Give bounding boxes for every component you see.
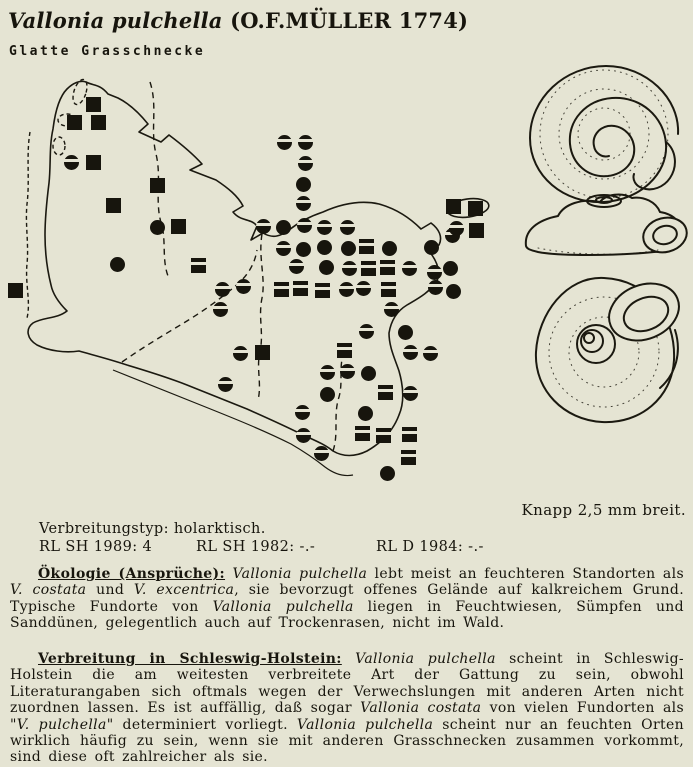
map-marker-circle-half (384, 302, 399, 317)
map-marker-circle-half (297, 218, 312, 233)
shell-top-view-illustration (518, 56, 690, 206)
map-marker-square-half (401, 450, 416, 465)
map-marker-circle-half (276, 241, 291, 256)
map-marker-circle-half (233, 346, 248, 361)
map-marker-square-half (293, 281, 308, 296)
map-marker-circle (296, 177, 311, 192)
map-marker-square-half (337, 343, 352, 358)
common-name: Glatte Grasschnecke (9, 44, 206, 59)
map-marker-circle-half (213, 302, 228, 317)
map-marker-circle (358, 406, 373, 421)
shell-side-view-illustration (518, 186, 693, 266)
red-list-entry: RL SH 1989: 4 (39, 539, 153, 555)
map-marker-square (86, 97, 101, 112)
map-marker-circle (382, 241, 397, 256)
map-marker-square (67, 115, 82, 130)
map-marker-circle-half (356, 281, 371, 296)
map-marker-circle-half (428, 280, 443, 295)
map-marker-circle-half (340, 220, 355, 235)
map-marker-circle (424, 240, 439, 255)
map-marker-circle-half (298, 156, 313, 171)
map-marker-circle (320, 387, 335, 402)
map-marker-square-half (361, 261, 376, 276)
map-marker-circle-half (403, 345, 418, 360)
map-marker-circle-half (317, 220, 332, 235)
map-marker-circle (319, 260, 334, 275)
map-marker-square-half (359, 239, 374, 254)
map-marker-circle-half (402, 261, 417, 276)
map-marker-circle (150, 220, 165, 235)
map-marker-circle-half (236, 279, 251, 294)
map-marker-circle (110, 257, 125, 272)
red-list-row (0, 539, 693, 557)
map-marker-circle-half (296, 196, 311, 211)
map-marker-square-half (380, 260, 395, 275)
map-marker-square (171, 219, 186, 234)
map-marker-circle (361, 366, 376, 381)
map-marker-circle-half (342, 261, 357, 276)
map-marker-circle-half (295, 405, 310, 420)
map-marker-circle-half (449, 221, 464, 236)
shell-bottom-view-illustration (518, 268, 690, 428)
map-marker-square (150, 178, 165, 193)
map-marker-square-half (378, 385, 393, 400)
map-marker-circle-half (423, 346, 438, 361)
map-marker-circle-half (403, 386, 418, 401)
distribution-map (0, 70, 520, 500)
map-marker-square (469, 223, 484, 238)
map-marker-circle (446, 284, 461, 299)
map-marker-circle-half (296, 428, 311, 443)
map-marker-square-half (274, 282, 289, 297)
map-marker-square (255, 345, 270, 360)
map-marker-circle-half (359, 324, 374, 339)
map-marker-square-half (402, 427, 417, 442)
map-marker-square-half (376, 428, 391, 443)
map-marker-circle (443, 261, 458, 276)
map-marker-square (8, 283, 23, 298)
map-marker-circle-half (218, 377, 233, 392)
map-marker-square-half (191, 258, 206, 273)
map-marker-square-half (355, 426, 370, 441)
map-marker-circle (380, 466, 395, 481)
map-marker-square-half (381, 282, 396, 297)
red-list-entry: RL D 1984: -.- (376, 539, 484, 555)
map-marker-circle-half (215, 282, 230, 297)
map-marker-square (91, 115, 106, 130)
map-marker-circle-half (256, 219, 271, 234)
map-marker-circle-half (277, 135, 292, 150)
map-marker-circle (276, 220, 291, 235)
map-marker-circle (341, 241, 356, 256)
page-title: Vallonia pulchella (O.F.MÜLLER 1774) (8, 8, 469, 33)
ecology-paragraph: Ökologie (Ansprüche): Vallonia pulchella lebt meist an feuchteren Standorten als V. costata und V. excentrica, sie bevorzugt offenes Gelände auf kalkreichem Grund. Typische Fundorte von Vallonia pulchella liegen in Feuchtwiesen, Sümpfen und Sanddünen, gelegentlich auch auf Trockenrasen, nicht im Wald. (10, 566, 684, 632)
shell-size-caption: Knapp 2,5 mm breit. (521, 501, 686, 519)
red-list-entry: RL SH 1982: -.- (196, 539, 316, 555)
map-marker-circle-half (320, 365, 335, 380)
map-marker-circle-half (64, 155, 79, 170)
map-marker-circle (296, 242, 311, 257)
map-marker-circle-half (298, 135, 313, 150)
distribution-type-line: Verbreitungstyp: holarktisch. (39, 521, 266, 537)
map-marker-square-half (315, 283, 330, 298)
map-marker-circle-half (339, 282, 354, 297)
map-marker-circle-half (314, 446, 329, 461)
map-marker-circle-half (289, 259, 304, 274)
map-marker-circle (317, 240, 332, 255)
verbreitung-paragraph: Verbreitung in Schleswig-Holstein: Vallonia pulchella scheint in Schleswig-Holstein die am weitesten verbreitete Art der Gattung zu sein, obwohl Literaturangaben sich oftmals wegen der Verwechslungen mit anderen Arten nicht zuordnen lassen. Es ist auffällig, daß sogar Vallonia costata von vielen Fundorten als "V. pulchella" determiniert vorliegt. Vallonia pulchella scheint nur an feuchten Orten wirklich häufig zu sein, wenn sie mit anderen Grasschnecken zusammen vorkommt, sind diese oft zahlreicher als sie. (10, 651, 685, 766)
map-marker-square (106, 198, 121, 213)
map-marker-circle-half (427, 265, 442, 280)
map-marker-circle (398, 325, 413, 340)
map-marker-square (468, 201, 483, 216)
map-marker-square (446, 199, 461, 214)
map-marker-circle-half (340, 364, 355, 379)
map-marker-square (86, 155, 101, 170)
